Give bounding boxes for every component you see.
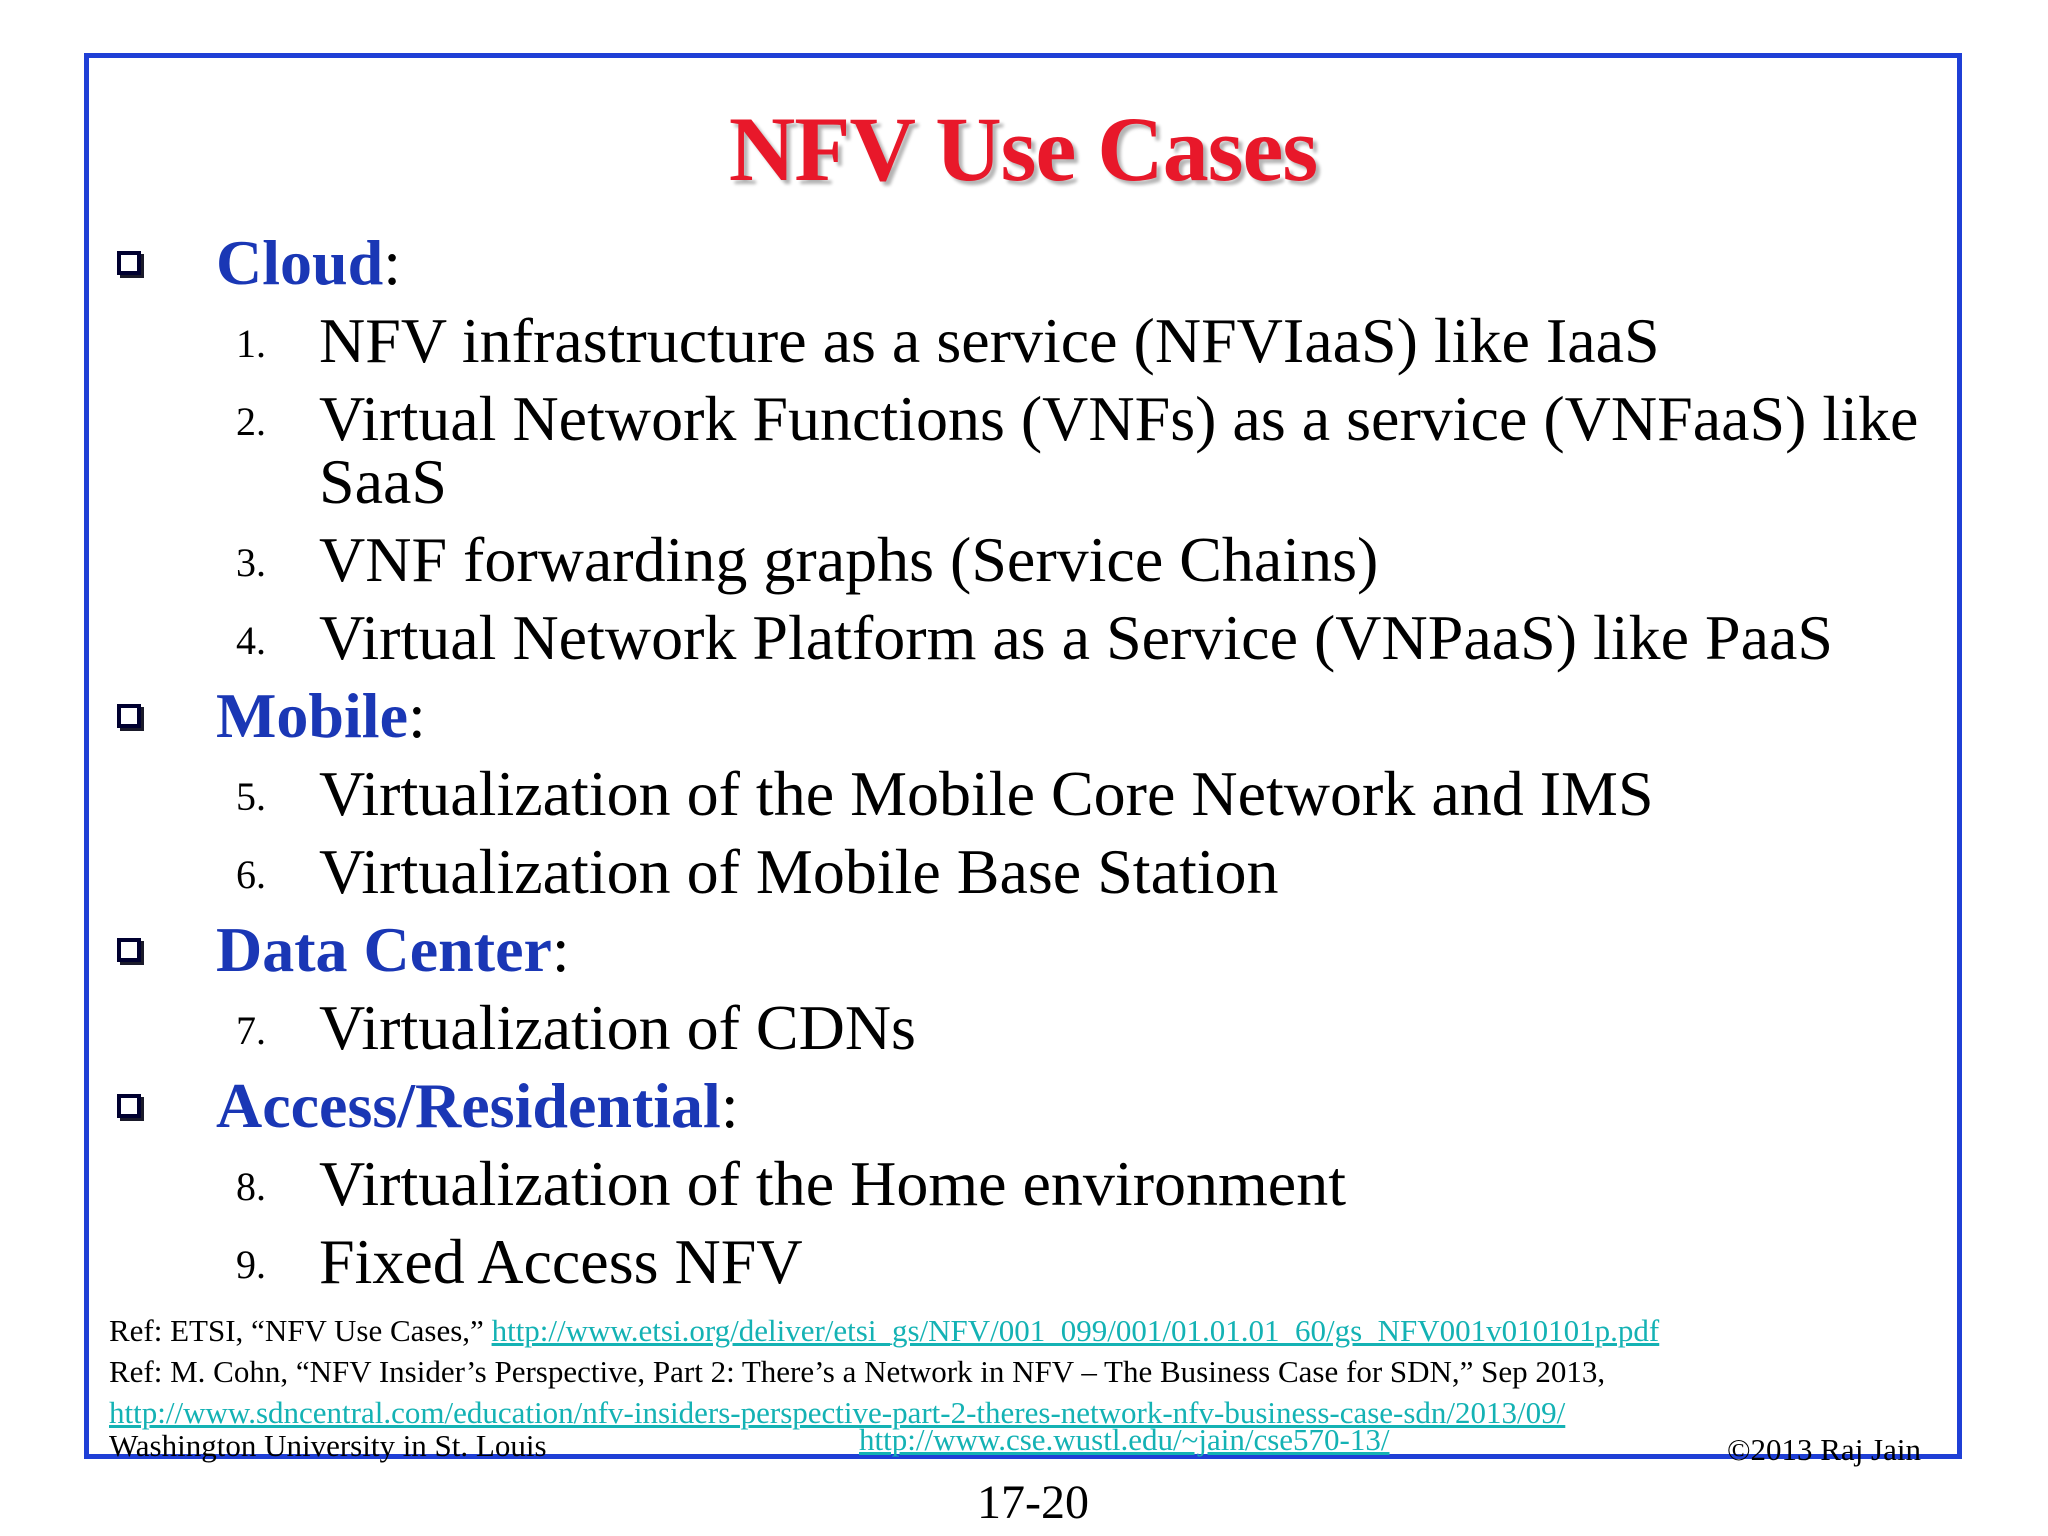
- list-item: [109, 521, 1949, 599]
- item-text: VNF forwarding graphs (Service Chains): [319, 524, 1379, 595]
- item-number: 5.: [236, 774, 266, 819]
- square-bullet-icon: [117, 704, 141, 728]
- section-header: Cloud:: [109, 224, 1949, 302]
- reference-cohn: Ref: M. Cohn, “NFV Insider’s Perspective, Part 2: There’s a Network in NFV – The Business Case for SDN,” Sep 2013,: [109, 1354, 1606, 1389]
- section-header: Access/Residential:: [109, 1067, 1949, 1145]
- item-text: NFV infrastructure as a service (NFVIaaS) like IaaS: [319, 305, 1660, 376]
- reference-etsi: [109, 1310, 1949, 1351]
- item-text: Virtual Network Functions (VNFs) as a service (VNFaaS) like SaaS: [319, 383, 1919, 517]
- reference-link-etsi[interactable]: http://www.etsi.org/deliver/etsi_gs/NFV/001_099/001/01.01.01_60/gs_NFV001v010101p.pdf: [491, 1313, 1660, 1348]
- item-number: 1.: [236, 321, 266, 366]
- item-number: 4.: [236, 618, 266, 663]
- square-bullet-icon: [117, 1094, 141, 1118]
- list-item: [109, 833, 1949, 911]
- section-label: Cloud: [216, 227, 384, 298]
- item-number: 8.: [236, 1164, 266, 1209]
- item-number: 3.: [236, 540, 266, 585]
- item-number: 2.: [236, 399, 266, 444]
- reference-text: Ref: ETSI, “NFV Use Cases,”: [109, 1313, 484, 1348]
- item-number: 6.: [236, 852, 266, 897]
- section-access-residential: [109, 1067, 1949, 1301]
- footer-institution: Washington University in St. Louis: [109, 1428, 547, 1463]
- item-text: Virtualization of the Mobile Core Network and IMS: [319, 758, 1654, 829]
- list-item: [109, 989, 1949, 1067]
- list-item: [109, 599, 1949, 677]
- list-item: [109, 380, 1949, 521]
- section-data-center: [109, 911, 1949, 1067]
- list-item: [109, 1223, 1949, 1301]
- list-item: [109, 755, 1949, 833]
- references: [109, 1310, 1949, 1433]
- page-number: 17-20: [977, 1476, 1089, 1529]
- footer-copyright: ©2013 Raj Jain: [1726, 1432, 1921, 1467]
- footer-course-link[interactable]: http://www.cse.wustl.edu/~jain/cse570-13/: [859, 1422, 1390, 1457]
- item-text: Virtualization of Mobile Base Station: [319, 836, 1279, 907]
- section-label: Data Center: [216, 914, 552, 985]
- item-text: Virtualization of CDNs: [319, 992, 916, 1063]
- section-label: Mobile: [216, 680, 408, 751]
- list-item: [109, 1145, 1949, 1223]
- slide-frame: [84, 53, 1962, 1467]
- square-bullet-icon: [117, 251, 141, 275]
- section-mobile: [109, 677, 1949, 911]
- use-case-list: [109, 224, 1949, 1301]
- section-header: Mobile:: [109, 677, 1949, 755]
- item-text: Virtualization of the Home environment: [319, 1148, 1346, 1219]
- item-number: 9.: [236, 1242, 266, 1287]
- square-bullet-icon: [117, 938, 141, 962]
- reference-link-sdncentral[interactable]: http://www.sdncentral.com/education/nfv-insiders-perspective-part-2-theres-network-nfv-business-case-sdn/2013/09/: [109, 1395, 1566, 1430]
- item-text: Fixed Access NFV: [319, 1226, 803, 1297]
- section-label: Access/Residential: [216, 1070, 721, 1141]
- item-text: Virtual Network Platform as a Service (VNPaaS) like PaaS: [319, 602, 1833, 673]
- slide-title: NFV Use Cases: [728, 98, 1318, 200]
- section-header: Data Center:: [109, 911, 1949, 989]
- section-cloud: [109, 224, 1949, 677]
- item-number: 7.: [236, 1008, 266, 1053]
- list-item: [109, 302, 1949, 380]
